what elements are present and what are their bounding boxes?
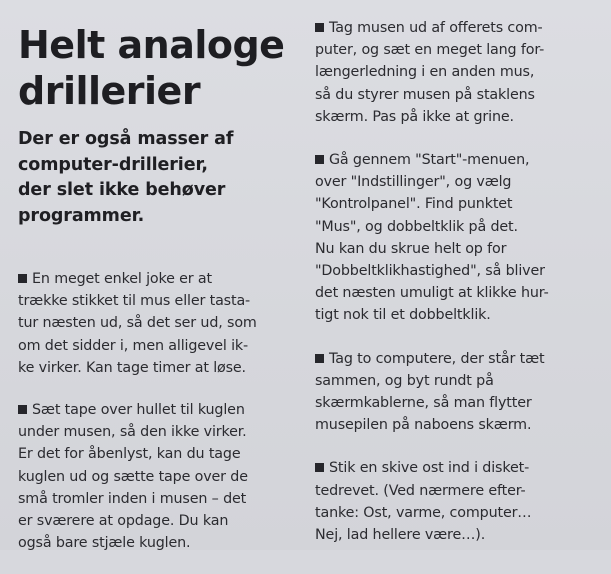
paragraph-line: sammen, og byt rundt på (315, 372, 494, 389)
article-title (18, 22, 288, 114)
paragraph-line: så du styrer musen på staklens (315, 86, 535, 103)
paragraph-line: "Dobbeltklikhastighed", så bliver (315, 263, 545, 280)
article-subtitle (18, 127, 288, 229)
paragraph-line: også bare stjæle kuglen. (18, 535, 191, 552)
right-column (315, 17, 607, 567)
square-bullet-icon (315, 463, 324, 472)
paragraph-line: under musen, så den ikke virker. (18, 424, 247, 441)
paragraph-line: musepilen på naboens skærm. (315, 417, 532, 434)
paragraph-line: "Mus", og dobbeltklik på det. (315, 218, 518, 235)
paragraph-line: over "Indstillinger", og vælg (315, 174, 512, 191)
paragraph-line: skærmkablerne, så man flytter (315, 395, 532, 412)
paragraph-line: Stik en skive ost ind i disket- (329, 460, 530, 477)
subtitle-line: programmer. (18, 205, 145, 226)
paragraph-line: kuglen ud og sætte tape over de (18, 468, 248, 485)
paragraph-line: Tag musen ud af offerets com- (329, 20, 543, 36)
paragraph-line: tanke: Ost, varme, computer… (315, 504, 532, 521)
title-line: drillerier (18, 69, 201, 113)
square-bullet-icon (18, 274, 27, 283)
title-line: Helt analoge (18, 23, 285, 67)
paragraph-line: om det sidder i, men alligevel ik- (18, 337, 249, 354)
tip-paragraph (315, 457, 607, 546)
paragraph-line: Tag to computere, der står tæt (329, 350, 545, 367)
tip-paragraph (315, 17, 607, 128)
paragraph-line: Nu kan du skrue helt op for (315, 240, 507, 257)
paragraph-line: ke virker. Kan tage timer at løse. (18, 359, 246, 376)
square-bullet-icon (315, 354, 324, 363)
paragraph-line: længerledning i en anden mus, (315, 64, 535, 81)
left-column (18, 22, 288, 574)
paragraph-line: små tromler inden i musen – det (18, 490, 247, 507)
paragraph-line: Gå gennem "Start"-menuen, (329, 152, 530, 169)
paragraph-line: det næsten umuligt at klikke hur- (315, 285, 549, 302)
paragraph-line: puter, og sæt en meget lang for- (315, 42, 545, 59)
square-bullet-icon (315, 23, 324, 32)
tip-paragraph (18, 399, 288, 554)
paragraph-line: tur næsten ud, så det ser ud, som (18, 315, 257, 332)
tip-paragraph (315, 149, 607, 327)
paragraph-line: Nej, lad hellere være…). (315, 527, 486, 544)
paragraph-line: skærm. Pas på ikke at grine. (315, 108, 514, 125)
paragraph-line: tigt nok til et dobbeltklik. (315, 307, 491, 324)
paragraph-line: En meget enkel joke er at (32, 271, 212, 287)
tip-paragraph (315, 348, 607, 437)
square-bullet-icon (315, 155, 324, 164)
subtitle-line: der slet ikke behøver (18, 180, 226, 200)
paragraph-line: Sæt tape over hullet til kuglen (32, 402, 245, 419)
tip-paragraph (18, 268, 288, 379)
paragraph-line: "Kontrolpanel". Find punktet (315, 196, 513, 213)
paragraph-line: trække stikket til mus eller tasta- (18, 293, 251, 310)
subtitle-line: Der er også masser af (18, 129, 234, 149)
subtitle-line: computer-drillerier, (18, 154, 208, 175)
paragraph-line: Er det for åbenlyst, kan du tage (18, 446, 241, 463)
paragraph-line: er sværere at opdage. Du kan (18, 513, 229, 530)
square-bullet-icon (18, 405, 27, 414)
paragraph-line: tedrevet. (Ved nærmere efter- (315, 482, 526, 499)
